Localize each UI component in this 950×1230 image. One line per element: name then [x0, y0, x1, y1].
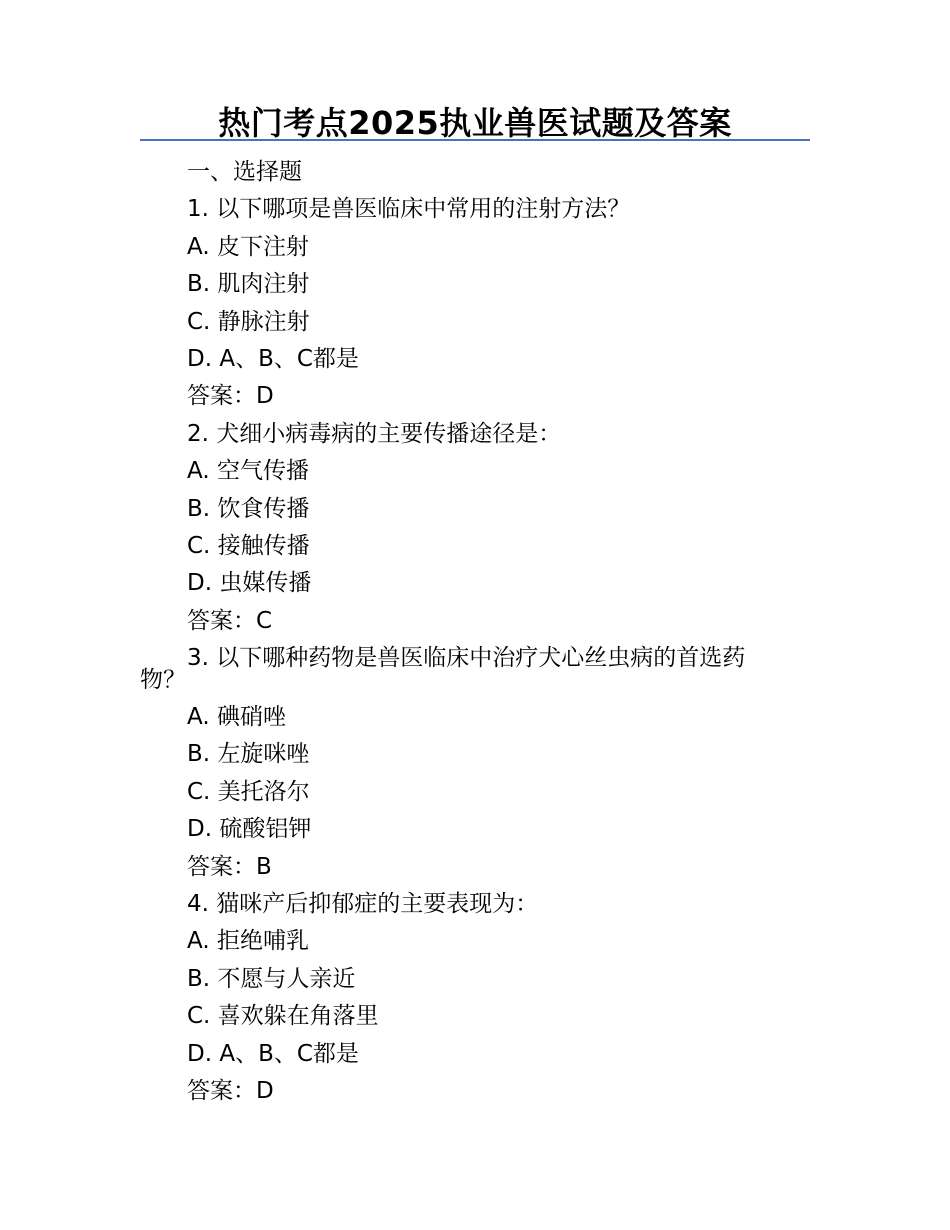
- question-3-option-b: B. 左旋咪唑: [187, 741, 310, 768]
- question-4-text: 4. 猫咪产后抑郁症的主要表现为：: [187, 891, 539, 918]
- title-underline: [140, 139, 810, 141]
- question-2-text: 2. 犬细小病毒病的主要传播途径是：: [187, 420, 562, 447]
- question-1-option-d: D. A、B、C都是: [187, 345, 359, 372]
- question-2-option-b: B. 饮食传播: [187, 495, 310, 522]
- question-2-option-a: A. 空气传播: [187, 458, 309, 485]
- question-3-option-c: C. 美托洛尔: [187, 778, 310, 805]
- question-1-text: 1. 以下哪项是兽医临床中常用的注射方法？: [187, 196, 631, 223]
- question-4-option-d: D. A、B、C都是: [187, 1040, 359, 1067]
- question-4-option-a: A. 拒绝哺乳: [187, 928, 309, 955]
- section-heading: 一、选择题: [187, 159, 302, 185]
- question-3-option-a: A. 碘硝唑: [187, 704, 286, 731]
- question-4-answer: 答案：D: [187, 1077, 274, 1104]
- question-4-option-c: C. 喜欢躲在角落里: [187, 1003, 379, 1030]
- question-3-text-line-2: 物？: [140, 667, 186, 694]
- question-3-text-line-1: 3. 以下哪种药物是兽医临床中治疗犬心丝虫病的首选药: [187, 645, 746, 672]
- question-2-answer: 答案：C: [187, 607, 273, 634]
- question-3-text: [140, 640, 810, 699]
- question-4-option-b: B. 不愿与人亲近: [187, 965, 356, 992]
- question-1-option-c: C. 静脉注射: [187, 308, 310, 335]
- question-1-option-b: B. 肌肉注射: [187, 271, 310, 298]
- question-2-option-c: C. 接触传播: [187, 532, 310, 559]
- question-1-option-a: A. 皮下注射: [187, 233, 309, 260]
- document-title: 热门考点2025执业兽医试题及答案: [218, 104, 732, 142]
- question-3-answer: 答案：B: [187, 853, 272, 880]
- question-1-answer: 答案：D: [187, 383, 274, 410]
- document-body: [140, 154, 810, 1110]
- question-3-option-d: D. 硫酸铝钾: [187, 816, 312, 843]
- question-2-option-d: D. 虫媒传播: [187, 570, 312, 597]
